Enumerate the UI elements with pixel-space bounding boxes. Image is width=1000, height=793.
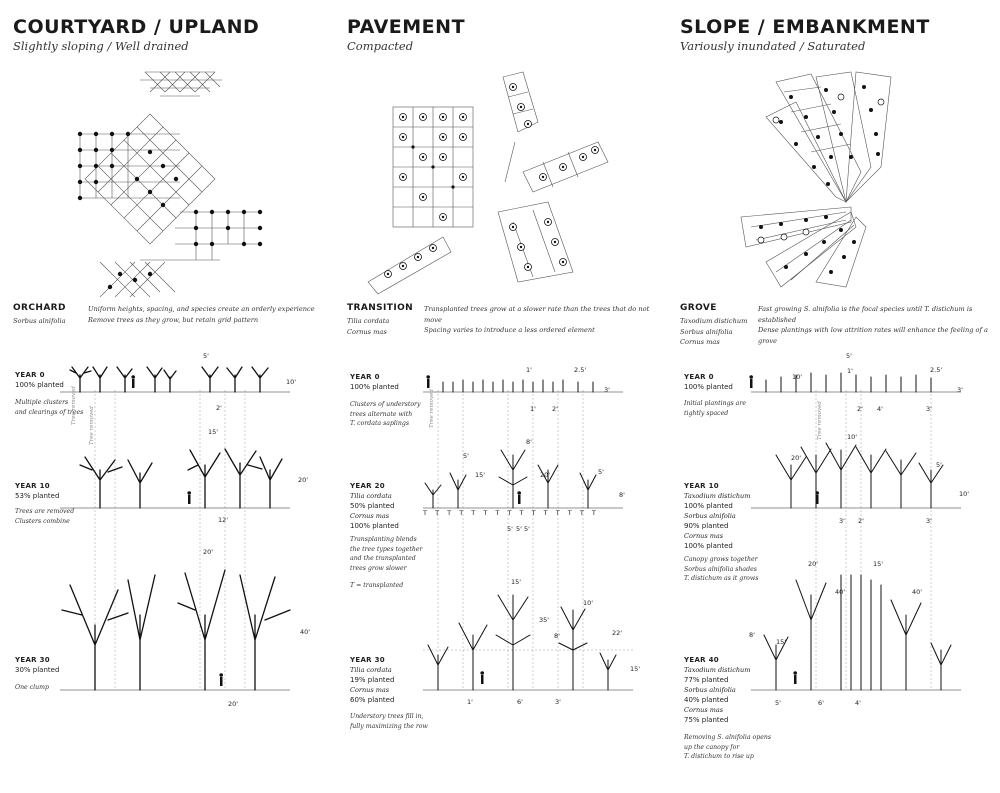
dim-label: 6' [517, 698, 523, 706]
dim-label: 3' [604, 386, 610, 394]
dim-label: 20' [228, 700, 239, 708]
dim-label: 12' [218, 516, 229, 524]
species-list: Taxodium distichum Sorbus alnifolia Cornus mas [680, 317, 748, 346]
dim-label: 10' [286, 378, 297, 386]
year-note: One clump [15, 684, 49, 691]
section-description: Transplanted trees grow at a slower rate than the trees that do not move Spacing varies to introduce a less ordered element [424, 305, 650, 334]
dim-label: 5' [598, 468, 604, 476]
year-block: YEAR 20 Tilia cordata 50% planted Cornus mas 100% planted [350, 482, 399, 530]
column-pavement [333, 0, 663, 793]
dim-label: 5' [463, 452, 469, 460]
year-note: Trees are removed Clusters combine [15, 508, 75, 525]
dim-label: 1' [467, 698, 473, 706]
year-block: YEAR 30 Tilia cordata 19% planted Cornus mas 60% planted [350, 656, 395, 704]
year-block: YEAR 40 Taxodium distichum 77% planted Sorbus alnifolia 40% planted Cornus mas 75% planted [684, 656, 751, 724]
dim-label: 2' [857, 405, 863, 413]
vertical-label: Tree removed [817, 401, 823, 440]
dim-label: 10' [792, 373, 803, 381]
dim-label: 5' [846, 352, 852, 360]
transplant-marks: T T T T T T T T T T T T T T T [423, 509, 599, 517]
vertical-label: Tree removed [429, 389, 435, 428]
species-list: Sorbus alnifolia [13, 317, 66, 325]
dim-label: 15' [208, 428, 219, 436]
section-title: TRANSITION [347, 303, 414, 313]
dim-label: 40' [835, 588, 846, 596]
column-title: PAVEMENT [347, 16, 466, 38]
dim-label: 20' [540, 471, 551, 479]
dim-label: 1' [526, 366, 532, 374]
dim-label: 4' [877, 405, 883, 413]
dim-label: 20' [808, 560, 819, 568]
year-note: Transplanting blends the tree types together and the transplanted trees grow slower T = transplanted [350, 536, 423, 589]
dim-label: 10' [583, 599, 594, 607]
dim-label: 1' [847, 367, 853, 375]
year-block: YEAR 0 100% planted [684, 373, 733, 391]
dim-label: 22' [612, 629, 623, 637]
dim-label: 40' [912, 588, 923, 596]
column-title: COURTYARD / UPLAND [13, 16, 260, 38]
dim-label: 5' [524, 525, 530, 533]
year-block: YEAR 0 100% planted [15, 371, 64, 389]
year-note: Removing S. alnifolia opens up the canopy for T. distichum to rise up [684, 734, 772, 760]
dim-label: 3' [957, 386, 963, 394]
dim-label: 2.5' [574, 366, 587, 374]
dim-label: 40' [300, 628, 311, 636]
dim-label: 8' [526, 438, 532, 446]
dim-label: 20' [203, 548, 214, 556]
year-block: YEAR 10 53% planted [15, 482, 60, 500]
year-note: Initial plantings are tightly spaced [684, 400, 746, 417]
dim-label: 8' [749, 631, 755, 639]
species-list: Tilia cordata Cornus mas [347, 317, 390, 336]
column-courtyard [0, 0, 330, 793]
year-note: Understory trees fill in, fully maximizing the row [350, 713, 428, 730]
dim-label: 2.5' [930, 366, 943, 374]
section-title: GROVE [680, 303, 717, 313]
vertical-label: Tree removed [71, 386, 77, 425]
dim-label: 3' [926, 405, 932, 413]
year-note: Canopy grows together Sorbus alnifolia shades T. distichum as it grows [684, 556, 759, 582]
year-block: YEAR 10 Taxodium distichum 100% planted Sorbus alnifolia 90% planted Cornus mas 100% planted [684, 482, 751, 550]
dim-label: 1' [530, 405, 536, 413]
column-subtitle: Variously inundated / Saturated [680, 39, 866, 53]
dim-label: 5' [516, 525, 522, 533]
dim-label: 5' [775, 699, 781, 707]
dim-label: 5' [936, 461, 942, 469]
column-subtitle: Compacted [347, 39, 414, 53]
section-description: Uniform heights, spacing, and species create an orderly experience Remove trees as they grow, but retain grid pattern [88, 305, 315, 324]
dim-label: 3' [839, 517, 845, 525]
section-description: Fast growing S. alnifolia is the focal species until T. distichum is established Dense plantings with low attrition rates will enhance the feeling of a grove [758, 305, 988, 345]
dim-label: 35' [539, 616, 550, 624]
dim-label: 20' [791, 454, 802, 462]
dim-label: 2' [858, 517, 864, 525]
dim-label: 10' [959, 490, 970, 498]
dim-label: 4' [855, 699, 861, 707]
dim-label: 20' [298, 476, 309, 484]
orchard-plan-diagram [0, 62, 300, 297]
vertical-label: Tree removed [89, 406, 95, 445]
dim-label: 15' [511, 578, 522, 586]
dim-label: 15' [630, 665, 641, 673]
dim-label: 3' [926, 517, 932, 525]
dim-label: 2' [552, 405, 558, 413]
year-note: Multiple clusters and clearings of trees [15, 399, 84, 416]
dim-label: 15' [873, 560, 884, 568]
dim-label: 10' [847, 433, 858, 441]
transition-plan-diagram [333, 62, 633, 297]
dim-label: 5' [203, 352, 209, 360]
year-block: YEAR 0 100% planted [350, 373, 399, 391]
column-subtitle: Slightly sloping / Well drained [13, 39, 189, 53]
dim-label: 3' [555, 698, 561, 706]
column-title: SLOPE / EMBANKMENT [680, 16, 930, 38]
dim-label: 6' [818, 699, 824, 707]
column-slope [666, 0, 1000, 793]
grove-plan-diagram [666, 62, 966, 297]
dim-label: 5' [507, 525, 513, 533]
year-block: YEAR 30 30% planted [15, 656, 60, 674]
dim-label: 2' [216, 404, 222, 412]
dim-label: 15' [776, 638, 787, 646]
dim-label: 8' [554, 632, 560, 640]
year-note: Clusters of understory trees alternate with T. cordata saplings [350, 401, 421, 427]
dim-label: 8' [619, 491, 625, 499]
section-title: ORCHARD [13, 303, 66, 313]
dim-label: 15' [475, 471, 486, 479]
